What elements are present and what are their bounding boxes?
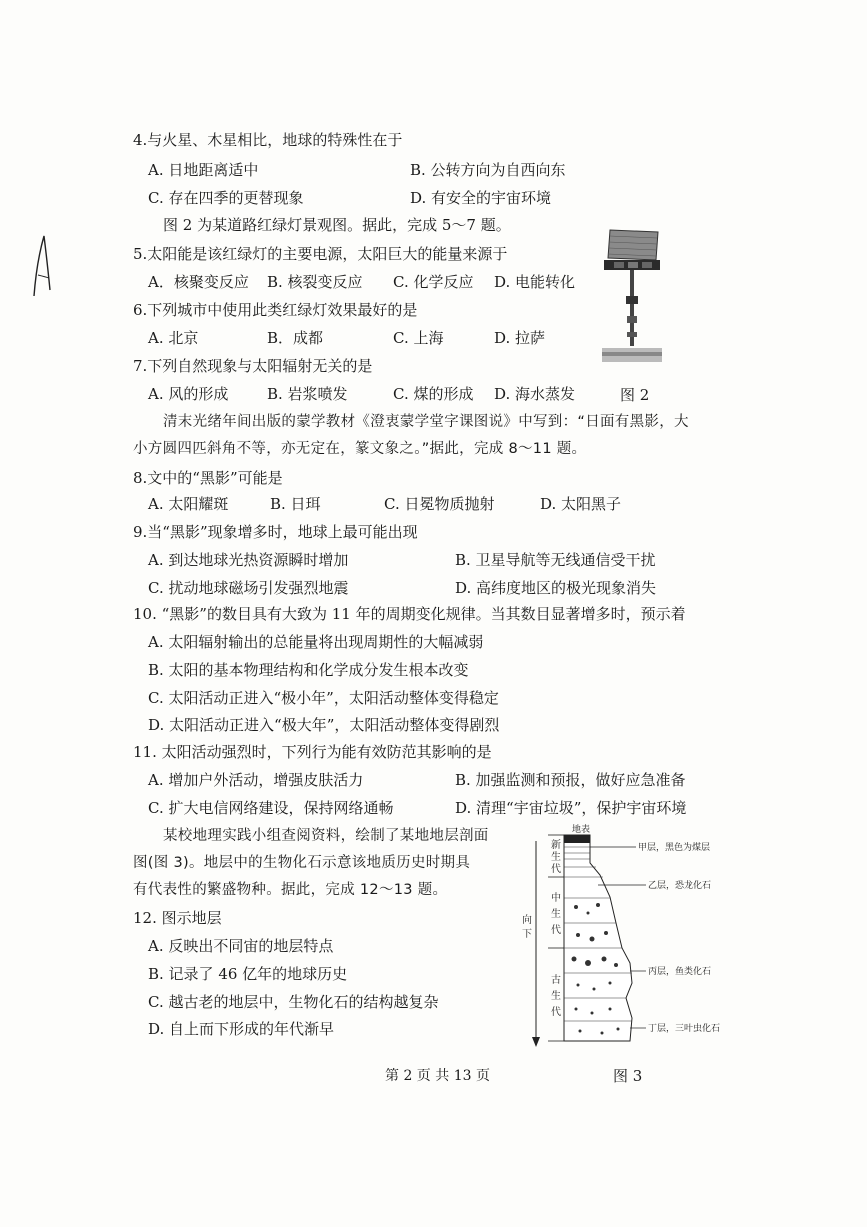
fig3-arrow-char-1: 向 bbox=[522, 915, 532, 926]
era-mesozoic-3: 代 bbox=[551, 925, 561, 936]
q4-option-a: A. 日地距离适中 bbox=[148, 161, 259, 179]
q7-option-b: B. 岩浆喷发 bbox=[267, 385, 348, 403]
strata-column-figure bbox=[518, 823, 763, 1053]
passage-8-11-line2: 小方圆四匹斜角不等，亦无定在，篆文象之。”据此，完成 8～11 题。 bbox=[133, 441, 587, 457]
q7-option-c: C. 煤的形成 bbox=[393, 385, 474, 403]
q9-option-d: D. 高纬度地区的极光现象消失 bbox=[455, 579, 657, 597]
q6-option-d: D. 拉萨 bbox=[494, 329, 546, 347]
q4-stem: 4.与火星、木星相比，地球的特殊性在于 bbox=[133, 131, 403, 149]
q6-option-c: C. 上海 bbox=[393, 329, 444, 347]
q10-option-d: D. 太阳活动正进入“极大年”，太阳活动整体变得剧烈 bbox=[148, 716, 500, 734]
page-footer: 第 2 页 共 13 页 bbox=[385, 1068, 490, 1084]
q9-option-b: B. 卫星导航等无线通信受干扰 bbox=[455, 551, 656, 569]
q5-option-c: C. 化学反应 bbox=[393, 273, 474, 291]
era-mesozoic-1: 中 bbox=[551, 893, 561, 904]
era-mesozoic-2: 生 bbox=[551, 909, 561, 920]
fig3-arrow-char-2: 下 bbox=[522, 929, 532, 940]
era-cenozoic-1: 新 bbox=[551, 840, 561, 851]
layer-yi-label: 乙层，恐龙化石 bbox=[648, 881, 712, 891]
intro-5-7: 图 2 为某道路红绿灯景观图。据此，完成 5～7 题。 bbox=[163, 216, 511, 234]
q11-option-b: B. 加强监测和预报，做好应急准备 bbox=[455, 771, 686, 789]
q11-option-c: C. 扩大电信网络建设，保持网络通畅 bbox=[148, 799, 394, 817]
q4-option-d: D. 有安全的宇宙环境 bbox=[410, 189, 552, 207]
q8-option-b: B. 日珥 bbox=[270, 495, 321, 513]
q4-option-b: B. 公转方向为自西向东 bbox=[410, 161, 566, 179]
q11-option-d: D. 清理“宇宙垃圾”，保护宇宙环境 bbox=[455, 799, 687, 817]
q10-option-a: A. 太阳辐射输出的总能量将出现周期性的大幅减弱 bbox=[148, 633, 484, 651]
q12-option-a: A. 反映出不同宙的地层特点 bbox=[148, 937, 334, 955]
q6-option-a: A. 北京 bbox=[148, 329, 199, 347]
q7-stem: 7.下列自然现象与太阳辐射无关的是 bbox=[133, 357, 373, 375]
margin-pen-mark bbox=[28, 230, 56, 300]
era-paleozoic-1: 古 bbox=[551, 975, 561, 986]
era-cenozoic-2: 生 bbox=[551, 852, 561, 863]
layer-bing-label: 丙层，鱼类化石 bbox=[648, 967, 712, 977]
q6-stem: 6.下列城市中使用此类红绿灯效果最好的是 bbox=[133, 301, 418, 319]
passage-12-13-line3: 有代表性的繁盛物种。据此，完成 12～13 题。 bbox=[133, 882, 448, 898]
q12-option-c: C. 越古老的地层中，生物化石的结构越复杂 bbox=[148, 993, 439, 1011]
q11-stem: 11. 太阳活动强烈时，下列行为能有效防范其影响的是 bbox=[133, 743, 492, 761]
q6-option-b: B．成都 bbox=[267, 329, 324, 347]
q11-option-a: A. 增加户外活动，增强皮肤活力 bbox=[148, 771, 364, 789]
q9-stem: 9.当“黑影”现象增多时，地球上最可能出现 bbox=[133, 523, 418, 541]
q8-option-d: D. 太阳黑子 bbox=[540, 495, 622, 513]
q8-stem: 8.文中的“黑影”可能是 bbox=[133, 469, 283, 487]
q8-option-a: A. 太阳耀斑 bbox=[148, 495, 229, 513]
q5-option-d: D. 电能转化 bbox=[494, 273, 576, 291]
q10-stem: 10. “黑影”的数目具有大致为 11 年的周期变化规律。当其数目显著增多时，预示着 bbox=[133, 605, 686, 623]
fig3-caption: 图 3 bbox=[613, 1067, 643, 1085]
q12-stem: 12. 图示地层 bbox=[133, 909, 222, 927]
q9-option-a: A. 到达地球光热资源瞬时增加 bbox=[148, 551, 349, 569]
q5-stem: 5.太阳能是该红绿灯的主要电源，太阳巨大的能量来源于 bbox=[133, 245, 508, 263]
era-paleozoic-2: 生 bbox=[551, 991, 561, 1002]
era-cenozoic-3: 代 bbox=[551, 864, 561, 875]
q10-option-b: B. 太阳的基本物理结构和化学成分发生根本改变 bbox=[148, 661, 469, 679]
fig2-caption: 图 2 bbox=[620, 386, 650, 404]
passage-12-13-line2: 图(图 3)。地层中的生物化石示意该地质历史时期具 bbox=[133, 855, 471, 871]
q9-option-c: C. 扰动地球磁场引发强烈地震 bbox=[148, 579, 349, 597]
q8-option-c: C. 日冕物质抛射 bbox=[384, 495, 495, 513]
q12-option-d: D. 自上而下形成的年代渐早 bbox=[148, 1020, 335, 1038]
fig3-surface-label: 地表 bbox=[572, 825, 591, 835]
q12-option-b: B. 记录了 46 亿年的地球历史 bbox=[148, 965, 348, 983]
q7-option-d: D. 海水蒸发 bbox=[494, 385, 576, 403]
q7-option-a: A. 风的形成 bbox=[148, 385, 229, 403]
layer-jia-label: 甲层，黑色为煤层 bbox=[638, 843, 711, 853]
q10-option-c: C. 太阳活动正进入“极小年”，太阳活动整体变得稳定 bbox=[148, 689, 499, 707]
q5-option-b: B. 核裂变反应 bbox=[267, 273, 363, 291]
q4-option-c: C. 存在四季的更替现象 bbox=[148, 189, 304, 207]
passage-12-13-line1: 某校地理实践小组查阅资料，绘制了某地地层剖面 bbox=[163, 828, 489, 844]
layer-ding-label: 丁层，三叶虫化石 bbox=[648, 1024, 721, 1034]
passage-8-11-line1: 清末光绪年间出版的蒙学教材《澄衷蒙学堂字课图说》中写到：“日面有黑影，大 bbox=[163, 414, 689, 430]
era-paleozoic-3: 代 bbox=[551, 1007, 561, 1018]
q5-option-a: A．核聚变反应 bbox=[148, 273, 249, 291]
traffic-light-photo bbox=[600, 226, 664, 366]
